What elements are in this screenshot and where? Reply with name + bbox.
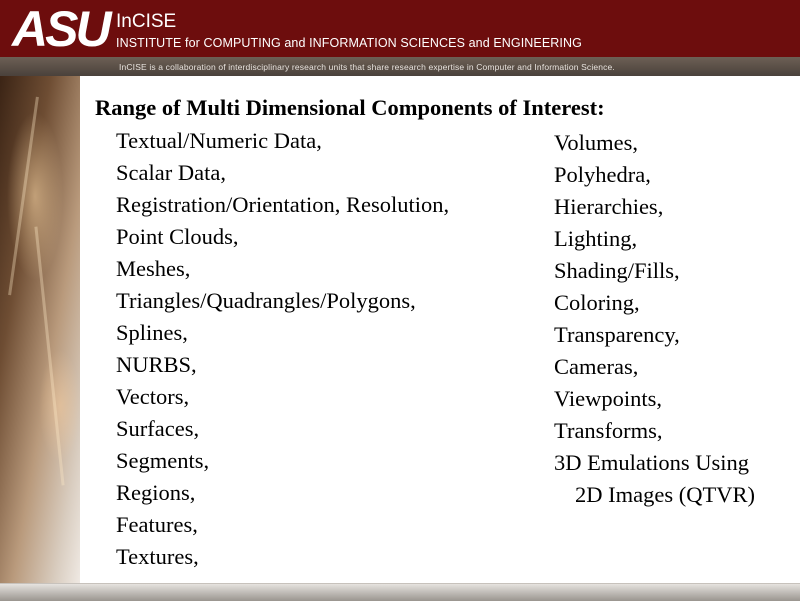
slide-heading: Range of Multi Dimensional Components of Interest:	[95, 95, 605, 120]
list-item: 3D Emulations Using	[554, 450, 749, 475]
list-item: Textures,	[116, 544, 199, 569]
list-item: Shading/Fills,	[554, 258, 680, 283]
header-bar	[0, 0, 800, 57]
list-item: Transforms,	[554, 418, 663, 443]
list-item: Triangles/Quadrangles/Polygons,	[116, 288, 416, 313]
list-item: Surfaces,	[116, 416, 200, 441]
list-item: Registration/Orientation, Resolution,	[116, 192, 450, 217]
list-item: Point Clouds,	[116, 224, 239, 249]
list-item: Textual/Numeric Data,	[116, 128, 322, 153]
brand-full-name: INSTITUTE for COMPUTING and INFORMATION SCIENCES and ENGINEERING	[116, 36, 582, 50]
list-item: Polyhedra,	[554, 162, 651, 187]
footer-bar	[0, 583, 800, 601]
list-item: Hierarchies,	[554, 194, 664, 219]
list-item: Viewpoints,	[554, 386, 663, 411]
asu-logo: ASU	[12, 1, 109, 57]
list-item: Regions,	[116, 480, 196, 505]
list-item: Features,	[116, 512, 198, 537]
list-item: Volumes,	[554, 130, 638, 155]
list-item: Transparency,	[554, 322, 680, 347]
list-item: Coloring,	[554, 290, 640, 315]
list-item: NURBS,	[116, 352, 197, 377]
list-item: Segments,	[116, 448, 210, 473]
list-item: Splines,	[116, 320, 188, 345]
left-item-list	[116, 125, 449, 573]
list-item: Cameras,	[554, 354, 639, 379]
decorative-side-image	[0, 76, 80, 583]
list-item: Meshes,	[116, 256, 191, 281]
list-item: Scalar Data,	[116, 160, 226, 185]
tagline: InCISE is a collaboration of interdisciplinary research units that share research expertise in Computer and Information Science.	[119, 62, 615, 72]
right-item-list	[554, 127, 755, 511]
list-item: Vectors,	[116, 384, 190, 409]
brand-name: InCISE	[116, 11, 177, 32]
list-item: 2D Images (QTVR)	[575, 482, 755, 507]
list-item: Lighting,	[554, 226, 638, 251]
